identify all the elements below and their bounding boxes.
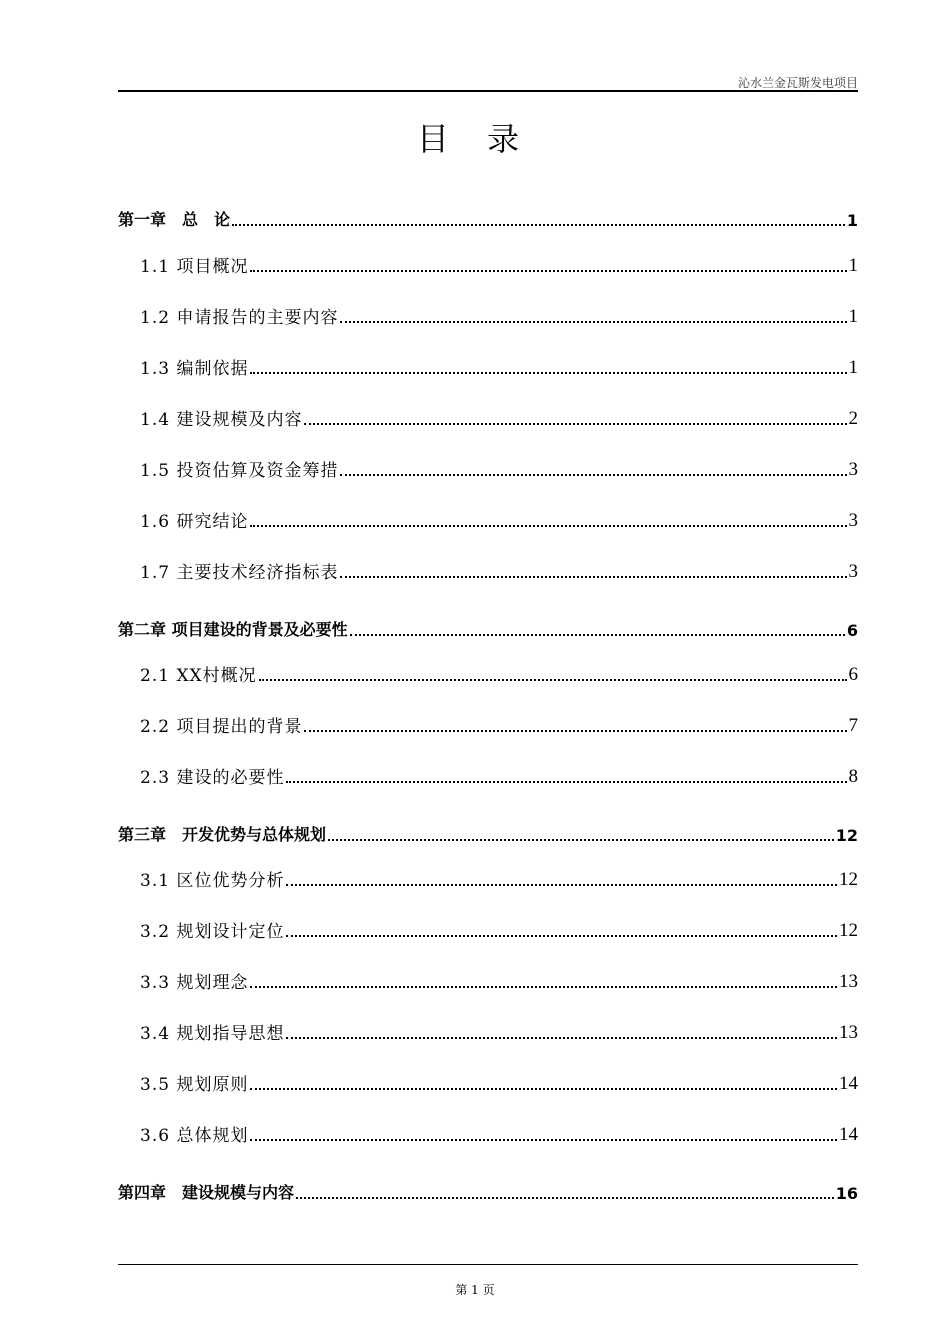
toc-page-number: 12 xyxy=(835,826,858,845)
toc-page-number: 13 xyxy=(839,971,858,992)
toc-entry-label: 3.6 总体规划 xyxy=(140,1126,249,1146)
toc-page-number: 3 xyxy=(848,561,858,582)
toc-leader-dots xyxy=(328,839,834,841)
toc-leader-dots xyxy=(286,781,846,783)
toc-page-number: 1 xyxy=(848,255,858,276)
toc-page-number: 6 xyxy=(846,621,858,640)
toc-entry-label: 2.2 项目提出的背景 xyxy=(140,717,303,737)
toc-entry-label: 第一章 总 论 xyxy=(118,210,231,229)
toc-section-entry[interactable] xyxy=(118,1065,858,1095)
toc-entry-label: 3.1 区位优势分析 xyxy=(140,871,285,891)
toc-section-entry[interactable] xyxy=(118,1014,858,1044)
toc-leader-dots xyxy=(304,730,846,732)
toc-page-number: 6 xyxy=(848,664,858,685)
toc-leader-dots xyxy=(250,525,846,527)
page-number: 第 1 页 xyxy=(455,1283,495,1297)
toc-leader-dots xyxy=(259,679,847,681)
toc-page-number: 7 xyxy=(848,715,858,736)
toc-page-number: 3 xyxy=(848,459,858,480)
page-title: 目 录 xyxy=(416,120,534,158)
toc-entry-label: 2.3 建设的必要性 xyxy=(140,768,285,788)
toc-leader-dots xyxy=(250,1088,837,1090)
toc-leader-dots xyxy=(350,634,845,636)
toc-page-number: 2 xyxy=(848,408,858,429)
toc-leader-dots xyxy=(250,986,837,988)
toc-section-entry[interactable] xyxy=(118,502,858,532)
toc-leader-dots xyxy=(304,423,846,425)
toc-leader-dots xyxy=(250,1139,837,1141)
toc-entry-label: 2.1 XX村概况 xyxy=(140,666,257,686)
toc-leader-dots xyxy=(286,884,837,886)
toc-chapter-entry[interactable] xyxy=(118,1173,858,1203)
toc-leader-dots xyxy=(340,474,846,476)
toc-entry-label: 1.4 建设规模及内容 xyxy=(140,410,303,430)
toc-section-entry[interactable] xyxy=(118,247,858,277)
toc-section-entry[interactable] xyxy=(118,861,858,891)
toc-leader-dots xyxy=(296,1197,834,1199)
toc-section-entry[interactable] xyxy=(118,758,858,788)
toc-leader-dots xyxy=(250,372,846,374)
toc-entry-label: 第四章 建设规模与内容 xyxy=(118,1183,295,1202)
toc-entry-label: 3.2 规划设计定位 xyxy=(140,922,285,942)
toc-entry-label: 1.2 申请报告的主要内容 xyxy=(140,308,339,328)
toc-entry-label: 1.7 主要技术经济指标表 xyxy=(140,563,339,583)
toc-chapter-entry[interactable] xyxy=(118,200,858,230)
toc-leader-dots xyxy=(286,935,837,937)
toc-page-number: 12 xyxy=(839,920,858,941)
toc-page-number: 1 xyxy=(848,357,858,378)
toc-entry-label: 第三章 开发优势与总体规划 xyxy=(118,825,327,844)
toc-page-number: 8 xyxy=(848,766,858,787)
toc-entry-label: 1.3 编制依据 xyxy=(140,359,249,379)
toc-leader-dots xyxy=(250,270,846,272)
toc-leader-dots xyxy=(340,576,846,578)
toc-entry-label: 1.5 投资估算及资金筹措 xyxy=(140,461,339,481)
toc-section-entry[interactable] xyxy=(118,349,858,379)
toc-section-entry[interactable] xyxy=(118,707,858,737)
toc-chapter-entry[interactable] xyxy=(118,610,858,640)
toc-leader-dots xyxy=(286,1037,837,1039)
toc-page-number: 3 xyxy=(848,510,858,531)
toc-section-entry[interactable] xyxy=(118,1116,858,1146)
toc-entry-label: 3.5 规划原则 xyxy=(140,1075,249,1095)
toc-section-entry[interactable] xyxy=(118,400,858,430)
toc-leader-dots xyxy=(340,321,846,323)
toc-chapter-entry[interactable] xyxy=(118,815,858,845)
header-rule xyxy=(118,90,858,92)
toc-section-entry[interactable] xyxy=(118,298,858,328)
toc-leader-dots xyxy=(232,224,845,226)
toc-page-number: 1 xyxy=(848,306,858,327)
running-header: 沁水兰金瓦斯发电项目 xyxy=(737,76,858,90)
toc-page-number: 16 xyxy=(835,1184,858,1203)
toc-entry-label: 3.4 规划指导思想 xyxy=(140,1024,285,1044)
toc-section-entry[interactable] xyxy=(118,963,858,993)
toc-section-entry[interactable] xyxy=(118,553,858,583)
toc-page-number: 1 xyxy=(846,211,858,230)
toc-section-entry[interactable] xyxy=(118,451,858,481)
toc-section-entry[interactable] xyxy=(118,656,858,686)
toc-page-number: 14 xyxy=(839,1124,858,1145)
toc-entry-label: 3.3 规划理念 xyxy=(140,973,249,993)
footer-rule xyxy=(118,1264,858,1265)
toc-entry-label: 1.6 研究结论 xyxy=(140,512,249,532)
toc-page-number: 13 xyxy=(839,1022,858,1043)
toc-page-number: 14 xyxy=(839,1073,858,1094)
toc-page-number: 12 xyxy=(839,869,858,890)
toc-entry-label: 1.1 项目概况 xyxy=(140,257,249,277)
toc-entry-label: 第二章 项目建设的背景及必要性 xyxy=(118,620,348,639)
toc-section-entry[interactable] xyxy=(118,912,858,942)
